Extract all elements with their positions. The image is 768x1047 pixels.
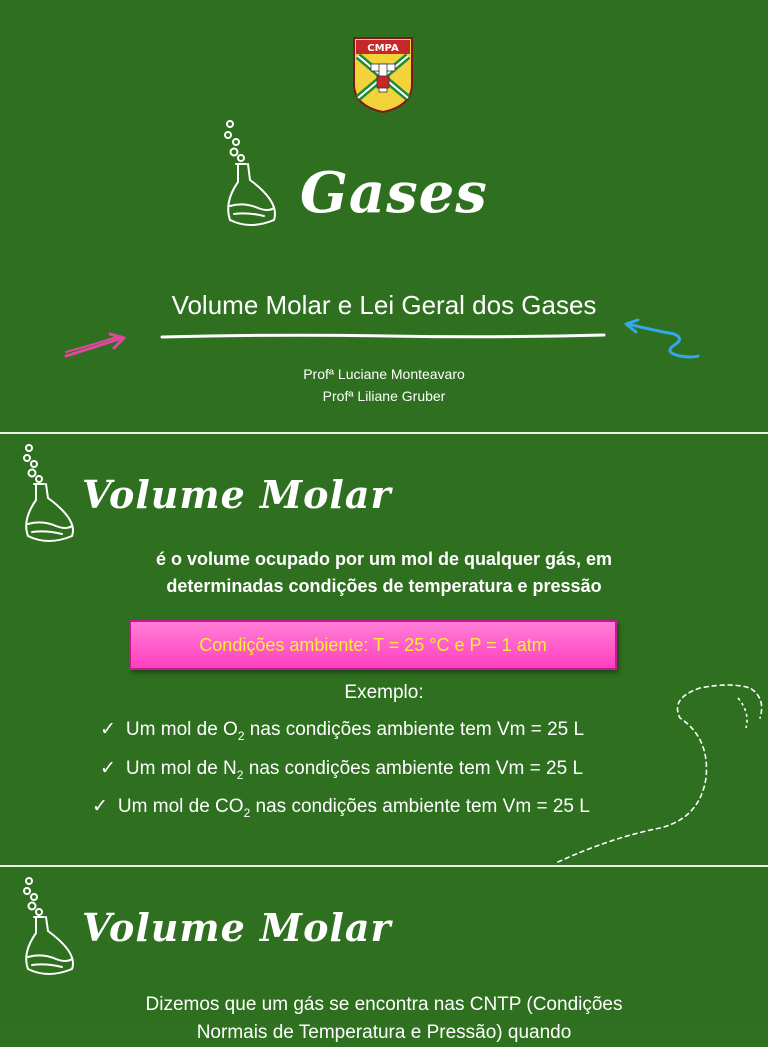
blue-squiggle-arrow-icon	[622, 316, 704, 364]
checkmark-icon: ✓	[100, 719, 116, 740]
presentation-subtitle: Volume Molar e Lei Geral dos Gases	[171, 290, 597, 320]
example-item: ✓ Um mol de $O_2$ nas condições ambiente tem Vm = 25 L	[100, 719, 585, 743]
cntp-line: Normais de Temperatura e Pressão) quando	[196, 1022, 572, 1043]
flask-bubbles-icon	[222, 118, 282, 230]
definition-line: determinadas condições de temperatura e pressão	[166, 576, 602, 596]
example-item: ✓ Um mol de $CO_2$ nas condições ambiente tem Vm = 25 L	[92, 796, 590, 820]
definition-text	[0, 546, 768, 600]
author-name: Profª Liliane Gruber	[322, 388, 446, 404]
flask-bubbles-icon	[20, 875, 80, 979]
conditions-highlight-box: Condições ambiente: T = 25 °C e P = 1 atm	[129, 620, 617, 670]
cntp-line: Dizemos que um gás se encontra nas CNTP (Condições	[145, 994, 623, 1015]
cntp-text	[0, 991, 768, 1047]
dashed-swirl-decoration	[550, 678, 768, 868]
slide-title: Volume Molar	[82, 905, 392, 950]
author-name: Profª Luciane Monteavaro	[303, 366, 465, 382]
pink-arrow-icon	[62, 330, 130, 362]
definition-line: é o volume ocupado por um mol de qualquer gás, em	[155, 549, 613, 569]
example-label: Exemplo:	[344, 682, 424, 703]
title-slide	[0, 0, 768, 432]
volume-molar-slide	[0, 434, 768, 865]
flask-bubbles-icon	[20, 442, 80, 546]
example-item: ✓ Um mol de $N_2$ nas condições ambiente tem Vm = 25 L	[100, 758, 584, 782]
presentation-title: Gases	[300, 160, 488, 226]
subtitle-underline	[158, 330, 608, 342]
checkmark-icon: ✓	[100, 758, 116, 779]
cntp-slide	[0, 867, 768, 1043]
checkmark-icon: ✓	[92, 796, 108, 817]
slide-title: Volume Molar	[82, 472, 392, 517]
cmpa-shield-logo	[352, 36, 414, 114]
logo-text: CMPA	[367, 43, 399, 54]
